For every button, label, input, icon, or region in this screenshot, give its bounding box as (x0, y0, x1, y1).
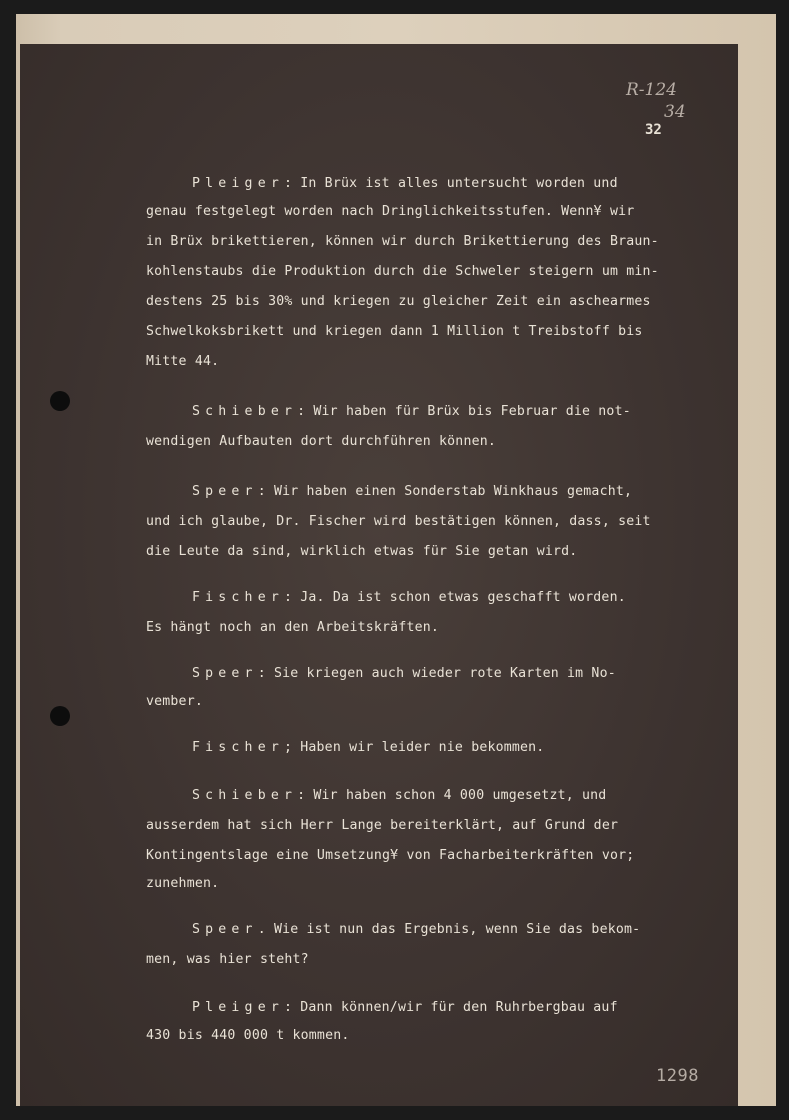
paragraph-speer-2 (192, 666, 616, 681)
text-line: und ich glaube, Dr. Fischer wird bestätigen können, dass, seit (146, 514, 651, 529)
text-line: in Brüx brikettieren, können wir durch Brikettierung des Braun- (146, 234, 659, 249)
speaker-name: Speer (192, 922, 258, 937)
text-line: vember. (146, 694, 203, 709)
handwritten-page-number: 34 (664, 102, 686, 122)
text-line: ausserdem hat sich Herr Lange bereiterklärt, auf Grund der (146, 818, 619, 833)
speaker-name: Speer (192, 666, 258, 681)
typed-page-number: 32 (645, 122, 662, 138)
text-line: : Sie kriegen auch wieder rote Karten im No- (257, 666, 616, 681)
text-line: ; Haben wir leider nie bekommen. (283, 740, 545, 755)
paragraph-speer-1 (192, 484, 632, 499)
paragraph-pleiger-2 (192, 1000, 618, 1015)
text-line: Kontingentslage eine Umsetzung¥ von Facharbeiterkräften vor; (146, 848, 635, 863)
text-line: kohlenstaubs die Produktion durch die Schweler steigern um min- (146, 264, 659, 279)
text-line: : Wir haben einen Sonderstab Winkhaus gemacht, (257, 484, 633, 499)
speaker-name: Pleiger (192, 176, 284, 191)
speaker-name: Schieber (192, 788, 298, 803)
text-line: men, was hier steht? (146, 952, 309, 967)
text-line: : Dann können/wir für den Ruhrbergbau auf (283, 1000, 618, 1015)
punch-hole-bottom (50, 706, 70, 726)
text-line: zunehmen. (146, 876, 220, 891)
archive-stamp-number: 1298 (656, 1066, 699, 1086)
speaker-name: Speer (192, 484, 258, 499)
speaker-name: Fischer (192, 740, 284, 755)
paragraph-schieber-2 (192, 788, 606, 803)
text-line: : Ja. Da ist schon etwas geschafft worden. (283, 590, 626, 605)
speaker-name: Pleiger (192, 1000, 284, 1015)
paragraph-fischer-2 (192, 740, 544, 755)
handwritten-reference: R-124 (626, 80, 677, 100)
text-line: Mitte 44. (146, 354, 220, 369)
paragraph-pleiger-1 (192, 176, 618, 191)
text-line: Es hängt noch an den Arbeitskräften. (146, 620, 440, 635)
speaker-name: Fischer (192, 590, 284, 605)
text-line: 430 bis 440 000 t kommen. (146, 1028, 350, 1043)
paragraph-speer-3 (192, 922, 640, 937)
punch-hole-top (50, 391, 70, 411)
text-line: . Wie ist nun das Ergebnis, wenn Sie das bekom- (257, 922, 641, 937)
text-line: : Wir haben für Brüx bis Februar die not- (297, 404, 631, 419)
text-line: : Wir haben schon 4 000 umgesetzt, und (297, 788, 607, 803)
text-line: wendigen Aufbauten dort durchführen können. (146, 434, 497, 449)
text-line: Schwelkoksbrikett und kriegen dann 1 Million t Treibstoff bis (146, 324, 643, 339)
text-line: genau festgelegt worden nach Dringlichkeitsstufen. Wenn¥ wir (146, 204, 635, 219)
text-line: die Leute da sind, wirklich etwas für Sie getan wird. (146, 544, 578, 559)
text-line: destens 25 bis 30% und kriegen zu gleicher Zeit ein aschearmes (146, 294, 651, 309)
paragraph-fischer-1 (192, 590, 626, 605)
text-line: : In Brüx ist alles untersucht worden und (283, 176, 618, 191)
speaker-name: Schieber (192, 404, 298, 419)
paragraph-schieber-1 (192, 404, 631, 419)
